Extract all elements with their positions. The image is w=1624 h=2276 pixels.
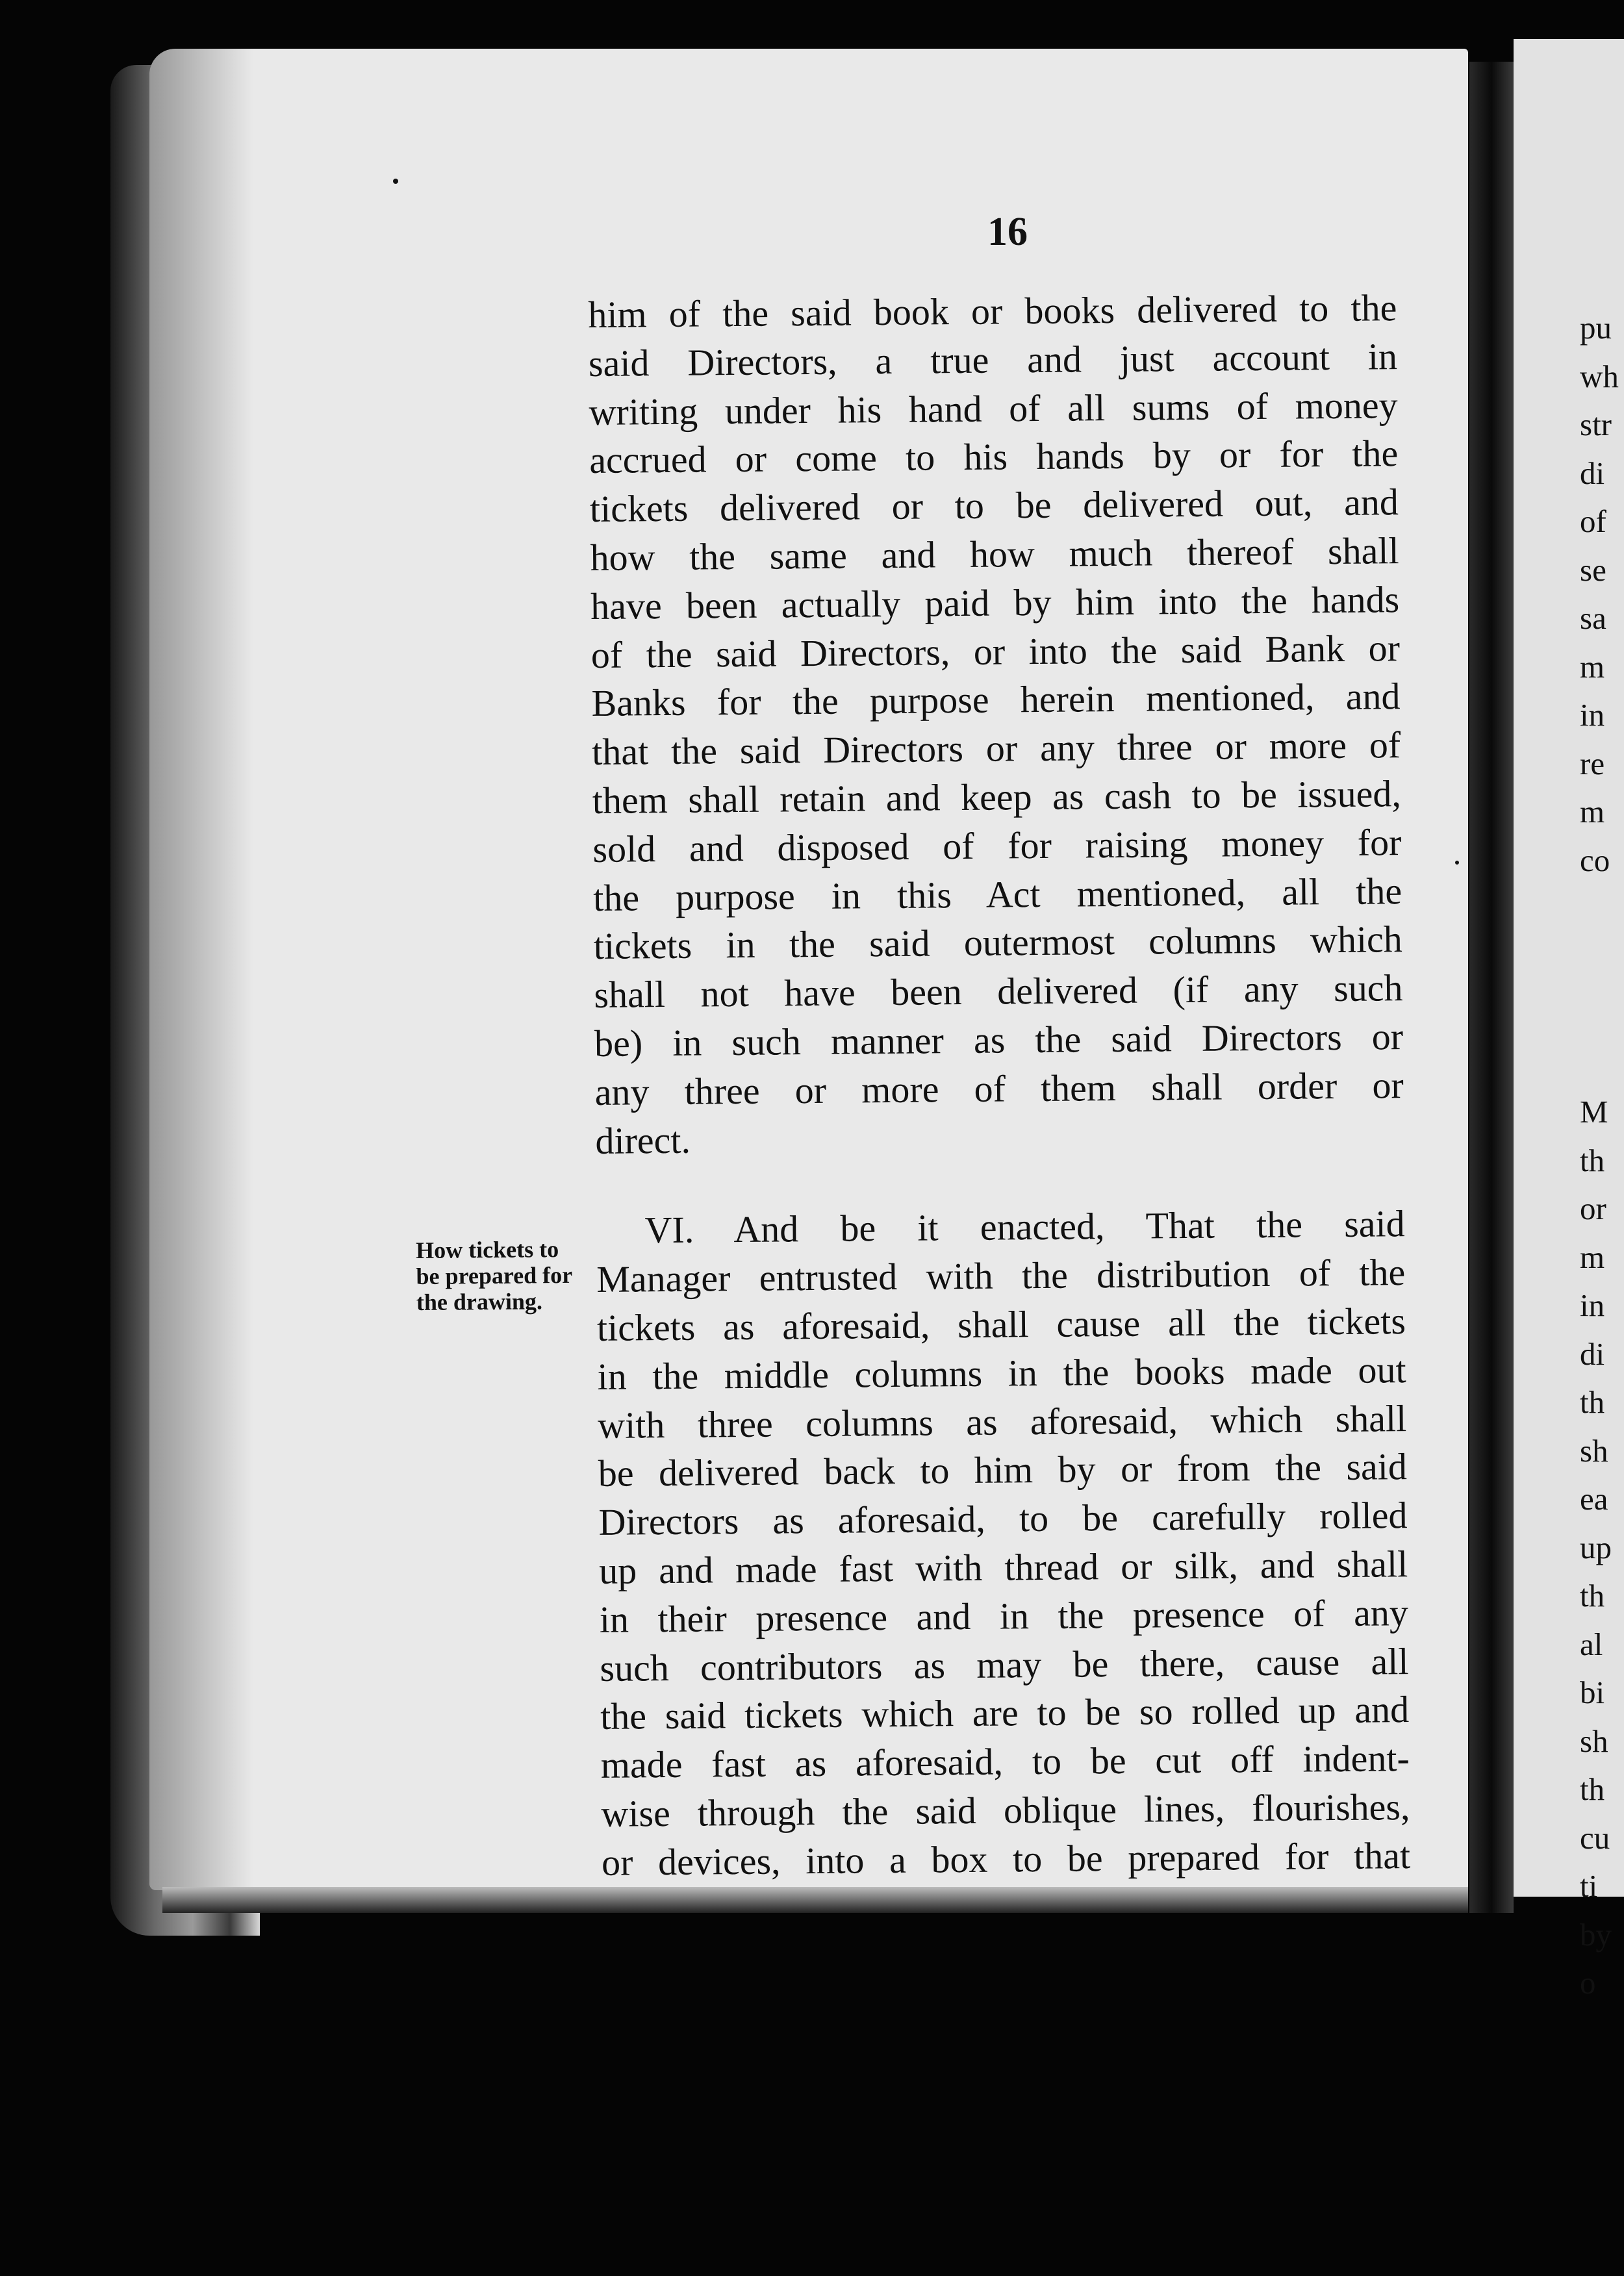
facing-page-fragment: se bbox=[1580, 551, 1606, 588]
continued-paragraph bbox=[588, 284, 1404, 1165]
text-line: the said tickets which are to be so rolled up and bbox=[600, 1688, 1410, 1738]
facing-page-fragment: o bbox=[1580, 1965, 1596, 2001]
marginal-note bbox=[416, 1236, 592, 1315]
text-line: sold and disposed of for raising money for bbox=[592, 820, 1402, 870]
facing-page-fragment: bi bbox=[1580, 1675, 1605, 1710]
page-curl-shadow bbox=[149, 49, 253, 1890]
text-line: be delivered back to him by or from the said bbox=[598, 1445, 1408, 1495]
facing-page-fragment: in bbox=[1580, 697, 1605, 733]
facing-page-fragment: al bbox=[1580, 1626, 1603, 1662]
text-line: writing under his hand of all sums of money bbox=[589, 383, 1398, 433]
section-heading-line: VI. And be it enacted, That the said bbox=[644, 1202, 1405, 1252]
marginal-note-line: be prepared for bbox=[416, 1261, 573, 1289]
facing-page-fragment: in bbox=[1580, 1287, 1605, 1323]
ink-speck bbox=[393, 179, 398, 184]
text-line: in the middle columns in the books made out bbox=[597, 1348, 1406, 1398]
book-gutter bbox=[1469, 62, 1514, 1913]
text-line: tickets in the said outermost columns which bbox=[593, 918, 1403, 968]
facing-page-fragment: by bbox=[1580, 1916, 1612, 1953]
body-text bbox=[588, 284, 1410, 1887]
facing-page-fragment: wh bbox=[1580, 358, 1619, 394]
facing-page-fragment: di bbox=[1580, 455, 1605, 491]
text-line: or devices, into a box to be prepared for that bbox=[601, 1834, 1411, 1884]
facing-page-fragment: th bbox=[1580, 1578, 1605, 1613]
facing-page-fragment: co bbox=[1580, 842, 1610, 878]
text-line: such contributors as may be there, cause all bbox=[600, 1639, 1409, 1689]
facing-page-fragment: sh bbox=[1580, 1432, 1608, 1469]
facing-page-fragment: str bbox=[1580, 407, 1612, 442]
text-line: be) in such manner as the said Directors or bbox=[594, 1015, 1404, 1065]
facing-page-fragment: m bbox=[1580, 648, 1605, 685]
section-vi-paragraph bbox=[596, 1200, 1410, 1887]
text-line: in their presence and in the presence of any bbox=[599, 1591, 1409, 1641]
text-line: Banks for the purpose herein mentioned, and bbox=[591, 675, 1401, 725]
facing-page-fragment: sa bbox=[1580, 600, 1606, 636]
facing-page-fragment: M bbox=[1580, 1094, 1608, 1130]
facing-page-fragment: pu bbox=[1580, 310, 1612, 346]
text-line: tickets delivered or to be delivered out, and bbox=[589, 481, 1399, 531]
ink-speck bbox=[1455, 861, 1459, 865]
text-line: tickets as aforesaid, shall cause all the tickets bbox=[596, 1300, 1406, 1349]
paragraph-gap bbox=[596, 1158, 1405, 1207]
text-line: any three or more of them shall order or bbox=[594, 1063, 1404, 1113]
text-line: made fast as aforesaid, to be cut off indent- bbox=[600, 1737, 1410, 1787]
facing-page-fragment: m bbox=[1580, 794, 1605, 829]
facing-page-fragment: m bbox=[1580, 1239, 1605, 1275]
text-line: the purpose in this Act mentioned, all the bbox=[592, 869, 1402, 919]
facing-page-fragment: di bbox=[1580, 1335, 1605, 1372]
facing-page-fragment: or bbox=[1580, 1191, 1606, 1226]
text-line: of the said Directors, or into the said Bank or bbox=[590, 626, 1401, 676]
text-line: him of the said book or books delivered to the bbox=[588, 286, 1397, 336]
page-number: 16 bbox=[987, 210, 1028, 254]
facing-page-fragment: sh bbox=[1580, 1723, 1608, 1759]
facing-page-fragment: ti bbox=[1580, 1868, 1598, 1904]
facing-page-fragment: re bbox=[1580, 745, 1605, 781]
text-line: up and made fast with thread or silk, and shall bbox=[598, 1542, 1408, 1592]
text-line: accrued or come to his hands by or for the bbox=[589, 432, 1399, 482]
page-bottom-edge bbox=[162, 1887, 1468, 1913]
text-line: have been actually paid by him into the hands bbox=[590, 577, 1400, 627]
text-line: Manager entrusted with the distribution of the bbox=[596, 1251, 1406, 1301]
facing-page-fragment: th bbox=[1580, 1771, 1605, 1807]
text-line: wise through the said oblique lines, flourishes, bbox=[601, 1785, 1410, 1835]
facing-page-fragment: up bbox=[1580, 1529, 1612, 1565]
text-line: that the said Directors or any three or more of bbox=[591, 724, 1401, 774]
text-line: shall not have been delivered (if any such bbox=[594, 967, 1403, 1017]
text-line: how the same and how much thereof shall bbox=[590, 529, 1399, 579]
text-line: with three columns as aforesaid, which shall bbox=[597, 1397, 1407, 1447]
text-line: said Directors, a true and just account in bbox=[588, 335, 1398, 385]
marginal-note-line: How tickets to bbox=[416, 1236, 559, 1263]
facing-page-fragment: ea bbox=[1580, 1481, 1608, 1517]
facing-page-fragment: cu bbox=[1580, 1819, 1610, 1856]
text-line: direct. bbox=[595, 1119, 691, 1162]
facing-page-fragment: th bbox=[1580, 1142, 1605, 1178]
text-line: them shall retain and keep as cash to be issued, bbox=[592, 772, 1402, 822]
facing-page-fragment: th bbox=[1580, 1384, 1605, 1420]
text-line: Directors as aforesaid, to be carefully rolled bbox=[598, 1494, 1408, 1544]
facing-page-fragment: of bbox=[1580, 503, 1606, 539]
marginal-note-line: the drawing. bbox=[416, 1288, 543, 1315]
